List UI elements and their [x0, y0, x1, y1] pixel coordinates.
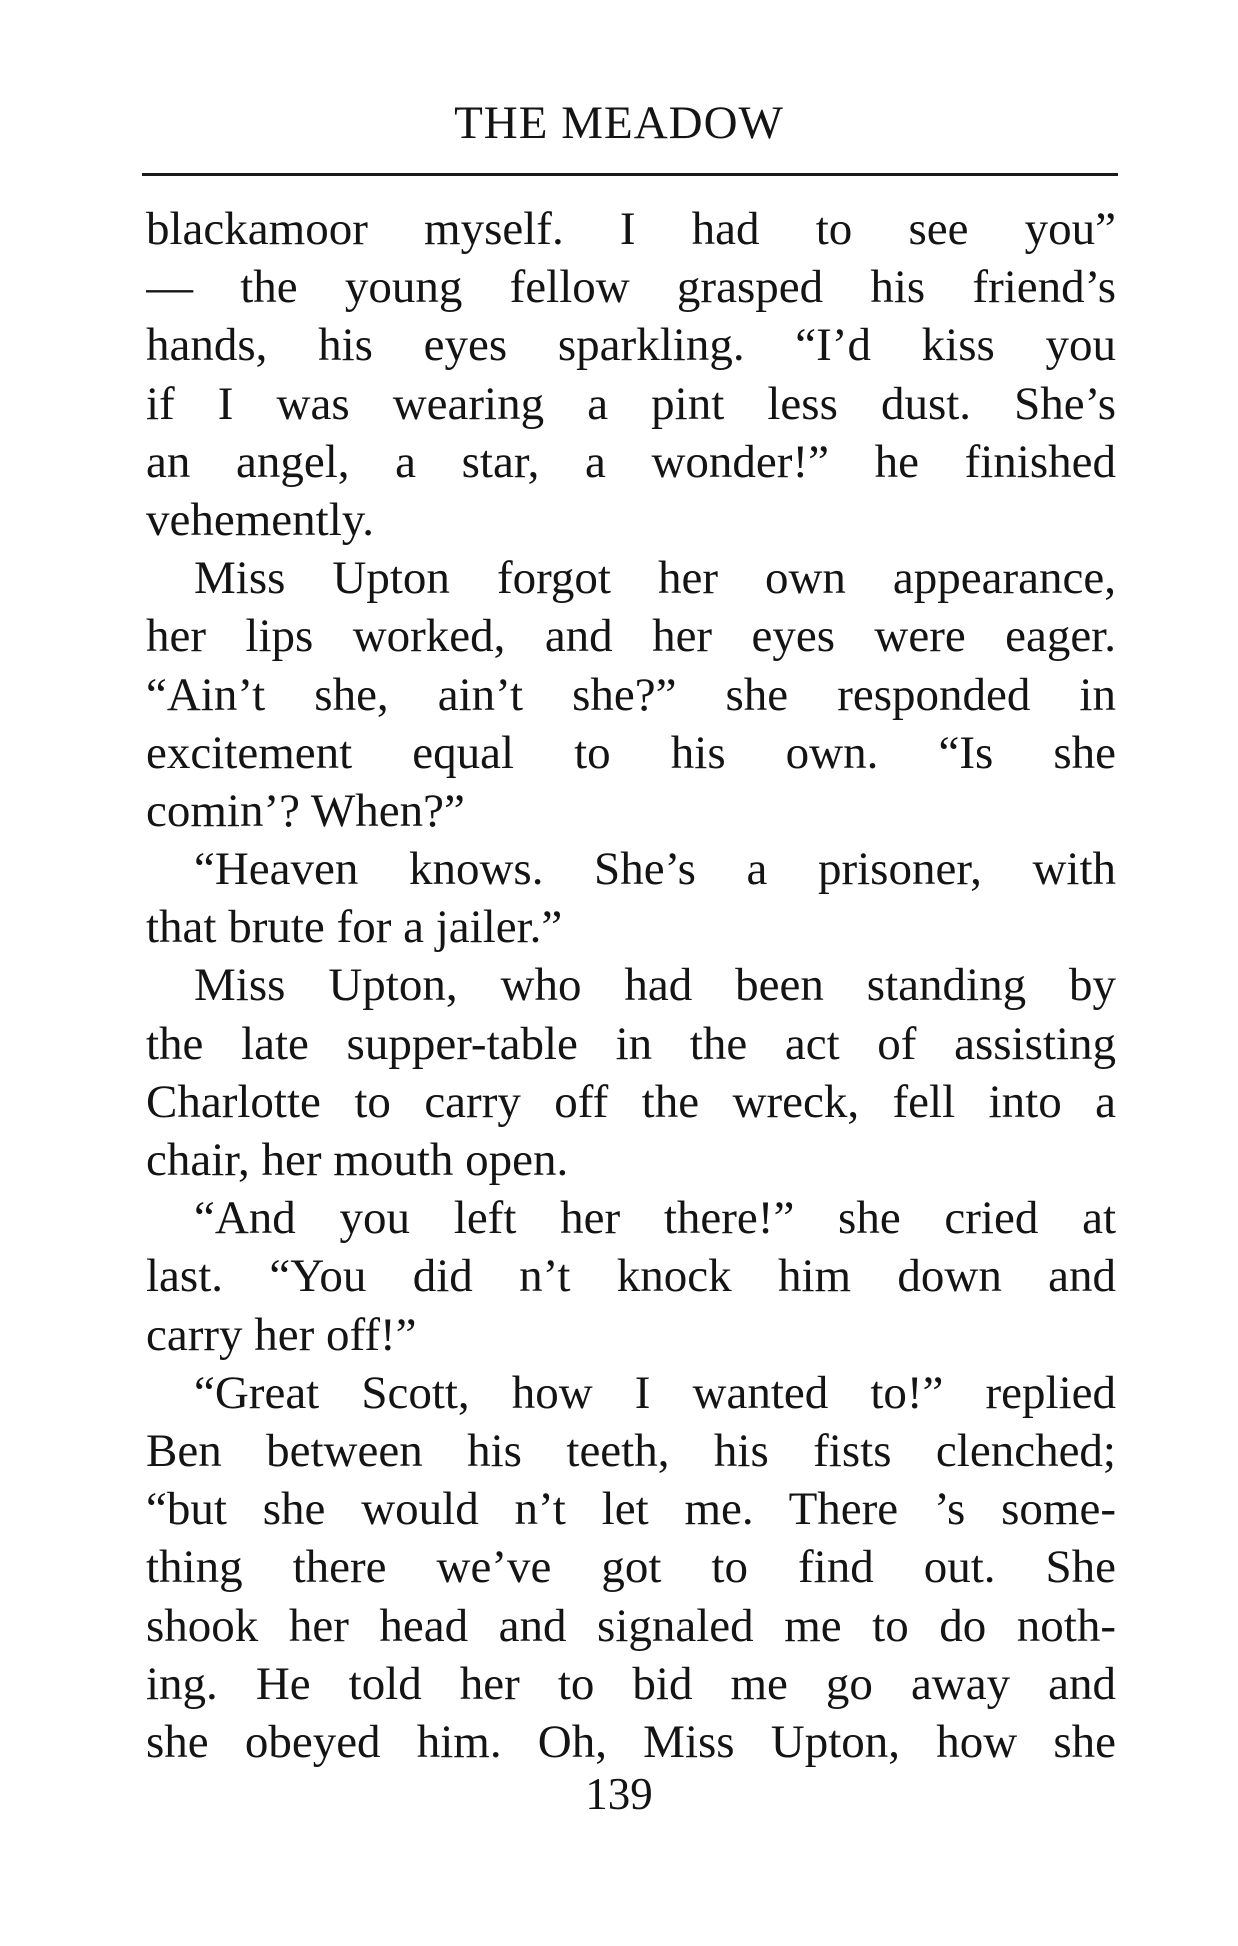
text-line: Charlotte to carry off the wreck, fell into a: [146, 1075, 1116, 1128]
text-line: ing. He told her to bid me go away and: [146, 1657, 1116, 1710]
text-line: blackamoor myself. I had to see you”: [146, 203, 1116, 255]
text-line: that brute for a jailer.”: [146, 901, 563, 954]
text-line: — the young fellow grasped his friend’s: [146, 261, 1116, 314]
text-line: last. “You did n’t knock him down and: [146, 1250, 1116, 1303]
text-line: she obeyed him. Oh, Miss Upton, how she: [146, 1715, 1116, 1768]
text-line: Miss Upton forgot her own appearance,: [194, 552, 1116, 605]
running-head: THE MEADOW: [454, 97, 784, 149]
text-line: chair, her mouth open.: [146, 1134, 569, 1186]
text-line: “but she would n’t let me. There ’s some-: [146, 1483, 1116, 1536]
text-line: comin’? When?”: [146, 784, 465, 837]
text-line: carry her off!”: [146, 1308, 417, 1361]
text-line: excitement equal to his own. “Is she: [146, 726, 1116, 779]
text-line: “And you left her there!” she cried at: [194, 1192, 1116, 1245]
text-line: Miss Upton, who had been standing by: [194, 959, 1116, 1012]
text-line: Ben between his teeth, his fists clenched;: [146, 1424, 1116, 1477]
text-line: her lips worked, and her eyes were eager.: [146, 610, 1116, 663]
header-rule: [142, 173, 1118, 176]
text-line: thing there we’ve got to find out. She: [146, 1541, 1116, 1594]
text-line: “Great Scott, how I wanted to!” replied: [194, 1366, 1116, 1419]
text-line: if I was wearing a pint less dust. She’s: [146, 377, 1116, 430]
text-line: the late supper-table in the act of assisting: [146, 1017, 1116, 1070]
text-line: “Heaven knows. She’s a prisoner, with: [194, 843, 1116, 896]
page-number: 139: [585, 1769, 653, 1819]
text-line: an angel, a star, a wonder!” he finished: [146, 435, 1116, 488]
text-line: vehemently.: [146, 493, 374, 546]
body-text: [146, 200, 1116, 1771]
text-line: shook her head and signaled me to do noth-: [146, 1599, 1116, 1652]
text-line: “Ain’t she, ain’t she?” she responded in: [146, 668, 1116, 721]
text-line: hands, his eyes sparkling. “I’d kiss you: [146, 319, 1116, 372]
